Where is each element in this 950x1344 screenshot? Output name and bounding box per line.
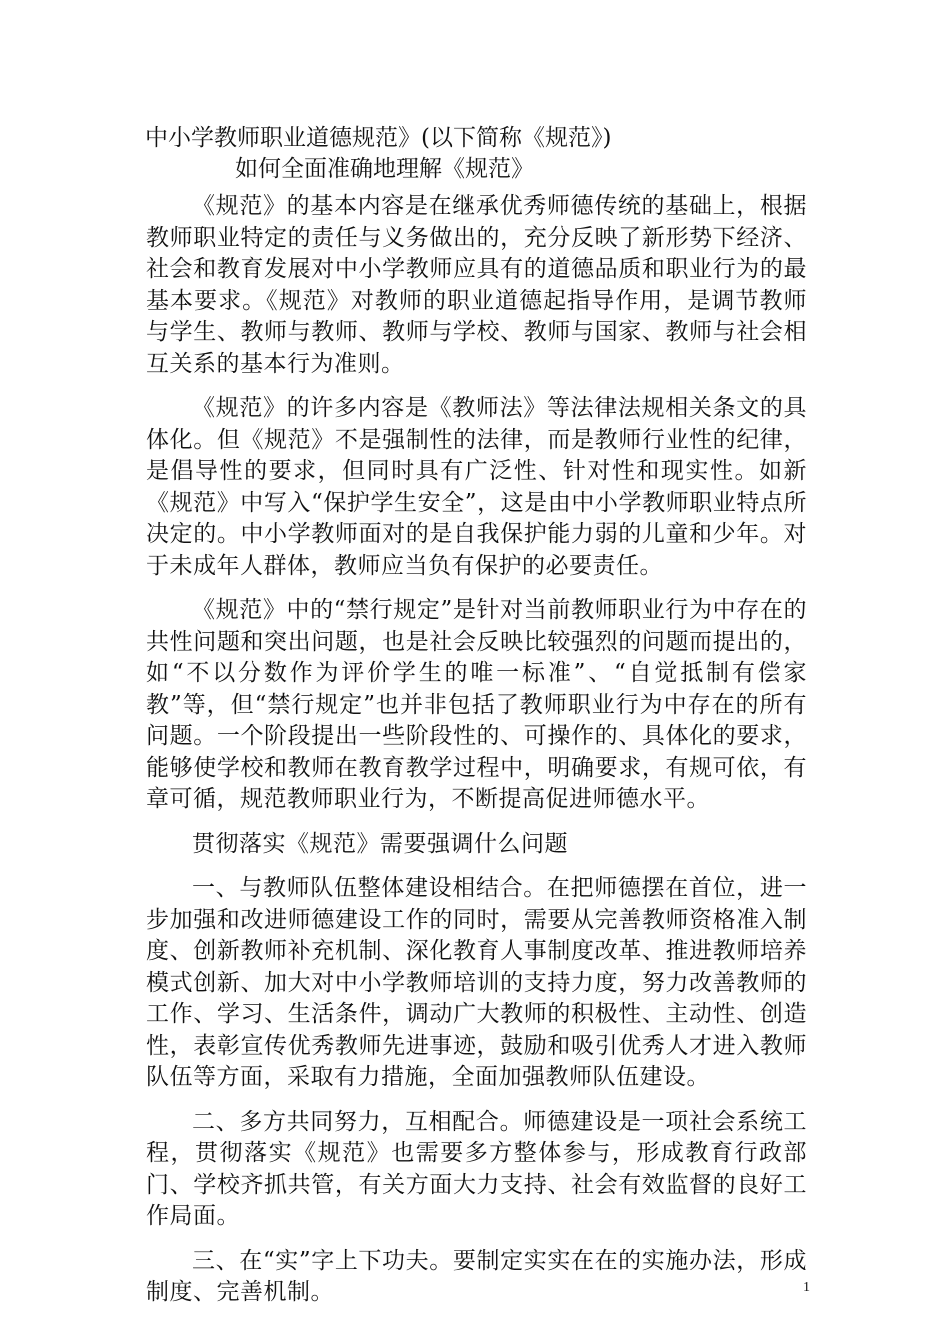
document-body (146, 191, 807, 1322)
paragraph-definition: 《规范》的基本内容是在继承优秀师德传统的基础上，根据教师职业特定的责任与义务做出的，充分反映了新形势下经济、社会和教育发展对中小学教师应具有的道德品质和职业行为的最基本要求。《规范》对教师的职业道德起指导作用，是调节教师与学生、教师与教师、教师与学校、教师与国家、教师与社会相互关系的基本行为准则。 (146, 193, 807, 377)
paragraph-point-one: 一、与教师队伍整体建设相结合。在把师德摆在首位，进一步加强和改进师德建设工作的同时，需要从完善教师资格准入制度、创新教师补充机制、深化教育人事制度改革、推进教师培养模式创新、加大对中小学教师培训的支持力度，努力改善教师的工作、学习、生活条件，调动广大教师的积极性、主动性、创造性，表彰宣传优秀教师先进事迹，鼓励和吸引优秀人才进入教师队伍等方面，采取有力措施，全面加强教师队伍建设。 (146, 875, 807, 1090)
page-number: 1 (803, 1280, 810, 1295)
document-title: 中小学教师职业道德规范》(以下简称《规范》) (145, 125, 612, 151)
paragraph-point-two: 二、多方共同努力，互相配合。师德建设是一项社会系统工程，贯彻落实《规范》也需要多方整体参与，形成教育行政部门、学校齐抓共管，有关方面大力支持、社会有效监督的良好工作局面。 (146, 1108, 807, 1229)
document-subtitle: 如何全面准确地理解《规范》 (235, 156, 534, 182)
section-heading: 贯彻落实《规范》需要强调什么问题 (192, 830, 568, 857)
paragraph-point-three: 三、在“实”字上下功夫。要制定实实在在的实施办法，形成制度、完善机制。 (146, 1247, 807, 1305)
paragraph-prohibitions: 《规范》中的“禁行规定”是针对当前教师职业行为中存在的共性问题和突出问题，也是社会反映比较强烈的问题而提出的，如“不以分数作为评价学生的唯一标准”、“自觉抵制有偿家教”等，但“禁行规定”也并非包括了教师职业行为中存在的所有问题。一个阶段提出一些阶段性的、可操作的、具体化的要求，能够使学校和教师在教育教学过程中，明确要求，有规可依，有章可循，规范教师职业行为，不断提高促进师德水平。 (146, 597, 807, 812)
paragraph-law-relation: 《规范》的许多内容是《教师法》等法律法规相关条文的具体化。但《规范》不是强制性的法律，而是教师行业性的纪律，是倡导性的要求，但同时具有广泛性、针对性和现实性。如新《规范》中写入“保护学生安全”，这是由中小学教师职业特点所决定的。中小学教师面对的是自我保护能力弱的儿童和少年。对于未成年人群体，教师应当负有保护的必要责任。 (146, 395, 807, 579)
